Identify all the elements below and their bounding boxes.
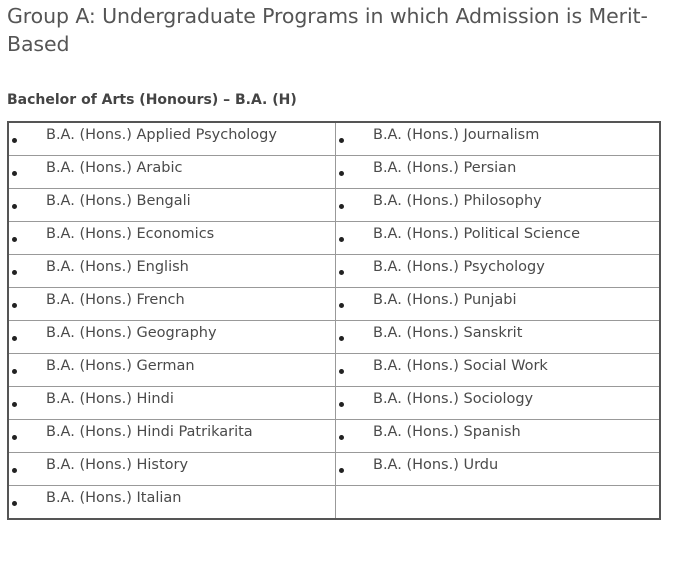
program-cell: [8, 453, 336, 486]
table-row: [8, 486, 660, 520]
program-cell: [336, 453, 661, 486]
program-name: B.A. (Hons.) Arabic: [46, 160, 183, 176]
program-cell: [336, 420, 661, 453]
bullet-icon: [12, 435, 17, 440]
program-cell: [8, 156, 336, 189]
table-row: [8, 420, 660, 453]
program-name: B.A. (Hons.) Psychology: [373, 259, 545, 275]
program-name: B.A. (Hons.) Spanish: [373, 424, 521, 440]
program-cell: [8, 255, 336, 288]
program-cell: [336, 288, 661, 321]
program-name: B.A. (Hons.) Economics: [46, 226, 215, 242]
program-name: B.A. (Hons.) Sanskrit: [373, 325, 523, 341]
program-name: B.A. (Hons.) Applied Psychology: [46, 127, 277, 143]
program-name: B.A. (Hons.) French: [46, 292, 185, 308]
program-name: B.A. (Hons.) Persian: [373, 160, 517, 176]
program-name: B.A. (Hons.) Italian: [46, 490, 182, 506]
program-cell: [8, 288, 336, 321]
program-cell: [8, 222, 336, 255]
program-cell: [336, 486, 661, 520]
program-name: B.A. (Hons.) German: [46, 358, 195, 374]
program-name: B.A. (Hons.) Political Science: [373, 226, 581, 242]
bullet-icon: [339, 435, 344, 440]
section-heading: Bachelor of Arts (Honours) – B.A. (H): [7, 92, 297, 108]
program-name: B.A. (Hons.) Social Work: [373, 358, 548, 374]
bullet-icon: [339, 369, 344, 374]
bullet-icon: [339, 171, 344, 176]
bullet-icon: [339, 270, 344, 275]
table-row: [8, 387, 660, 420]
table-row: [8, 122, 660, 156]
bullet-icon: [12, 336, 17, 341]
program-cell: [336, 321, 661, 354]
program-cell: [336, 156, 661, 189]
bullet-icon: [12, 402, 17, 407]
program-name: B.A. (Hons.) Sociology: [373, 391, 534, 407]
program-cell: [8, 122, 336, 156]
bullet-icon: [339, 138, 344, 143]
program-cell: [336, 255, 661, 288]
bullet-icon: [12, 204, 17, 209]
program-name: B.A. (Hons.) Hindi: [46, 391, 174, 407]
table-row: [8, 288, 660, 321]
bullet-icon: [12, 468, 17, 473]
page-title: Group A: Undergraduate Programs in which Admission is Merit-Based: [7, 4, 648, 56]
bullet-icon: [12, 303, 17, 308]
program-name: B.A. (Hons.) Urdu: [373, 457, 499, 473]
bullet-icon: [339, 303, 344, 308]
program-cell: [8, 387, 336, 420]
program-cell: [336, 354, 661, 387]
table-row: [8, 321, 660, 354]
program-cell: [8, 321, 336, 354]
program-cell: [336, 222, 661, 255]
bullet-icon: [339, 336, 344, 341]
program-name: B.A. (Hons.) Philosophy: [373, 193, 542, 209]
bullet-icon: [339, 204, 344, 209]
bullet-icon: [12, 369, 17, 374]
table-row: [8, 453, 660, 486]
program-cell: [336, 387, 661, 420]
bullet-icon: [12, 171, 17, 176]
programs-table: [7, 121, 661, 520]
program-name: B.A. (Hons.) Journalism: [373, 127, 540, 143]
programs-table-body: [8, 122, 660, 519]
table-row: [8, 354, 660, 387]
bullet-icon: [339, 237, 344, 242]
table-row: [8, 255, 660, 288]
table-row: [8, 156, 660, 189]
table-row: [8, 189, 660, 222]
program-cell: [8, 420, 336, 453]
program-cell: [8, 189, 336, 222]
program-name: B.A. (Hons.) Bengali: [46, 193, 191, 209]
bullet-icon: [12, 138, 17, 143]
bullet-icon: [12, 501, 17, 506]
program-name: B.A. (Hons.) English: [46, 259, 189, 275]
bullet-icon: [339, 468, 344, 473]
program-name: B.A. (Hons.) Punjabi: [373, 292, 517, 308]
bullet-icon: [339, 402, 344, 407]
program-cell: [336, 189, 661, 222]
program-name: B.A. (Hons.) Geography: [46, 325, 217, 341]
bullet-icon: [12, 237, 17, 242]
bullet-icon: [12, 270, 17, 275]
program-name: B.A. (Hons.) History: [46, 457, 189, 473]
program-cell: [8, 486, 336, 520]
program-cell: [8, 354, 336, 387]
table-row: [8, 222, 660, 255]
program-cell: [336, 122, 661, 156]
program-name: B.A. (Hons.) Hindi Patrikarita: [46, 424, 253, 440]
